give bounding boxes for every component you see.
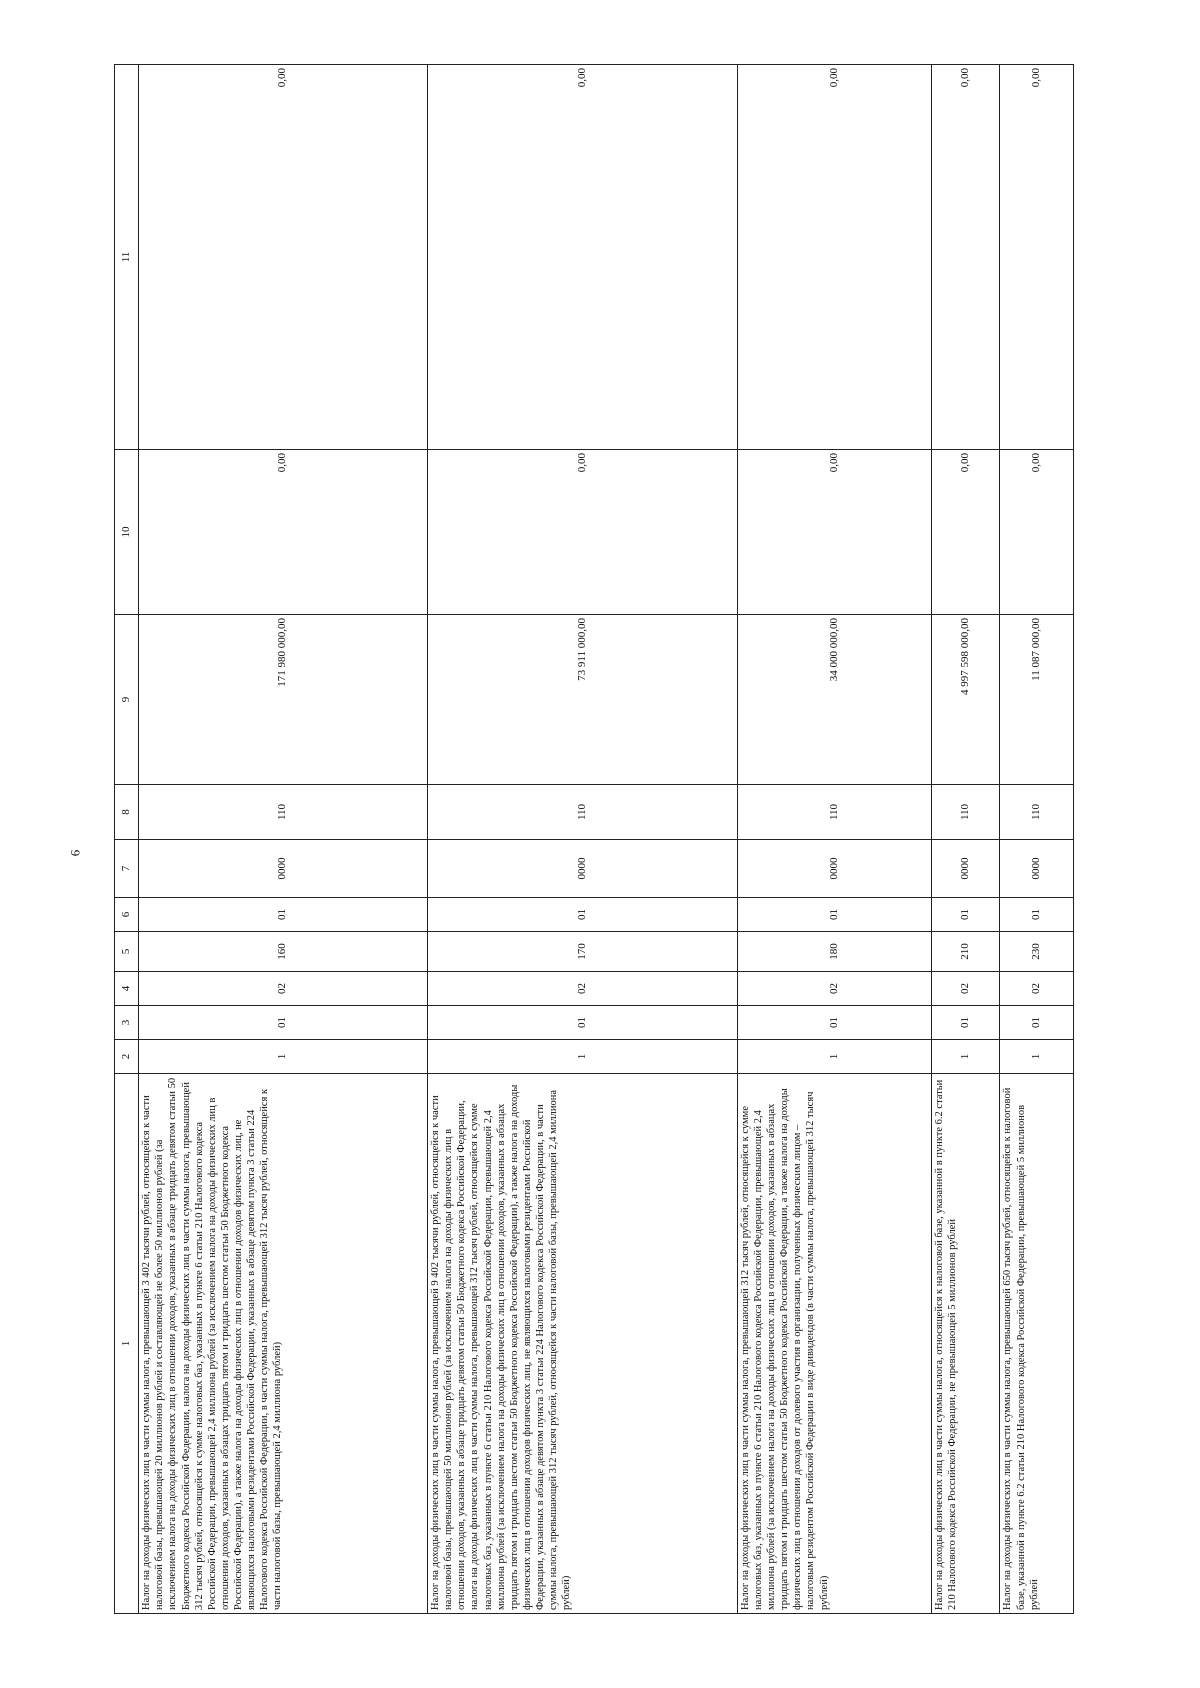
cell-col4: 02 xyxy=(428,972,738,1006)
cell-col8: 110 xyxy=(428,785,738,840)
cell-col11: 0,00 xyxy=(737,65,931,450)
cell-col5: 160 xyxy=(139,932,428,972)
cell-col5: 210 xyxy=(932,932,1000,972)
header-row xyxy=(115,65,139,1614)
cell-col5: 170 xyxy=(428,932,738,972)
cell-col4: 02 xyxy=(139,972,428,1006)
cell-col2: 1 xyxy=(428,1040,738,1074)
cell-col9: 34 000 000,00 xyxy=(737,615,931,785)
cell-col4: 02 xyxy=(932,972,1000,1006)
cell-col3: 01 xyxy=(932,1006,1000,1040)
header-cell: 3 xyxy=(115,1006,139,1040)
cell-col9: 11 087 000,00 xyxy=(1000,615,1074,785)
page-number: 6 xyxy=(67,849,83,857)
cell-col2: 1 xyxy=(139,1040,428,1074)
table-row xyxy=(737,65,931,1614)
cell-col6: 01 xyxy=(428,898,738,932)
cell-col10: 0,00 xyxy=(932,450,1000,615)
row-description: Налог на доходы физических лиц в части суммы налога, относящейся к налоговой базе, указанной в пункте 6.2 статьи 210 Налогового кодекса Российской Федерации, не превышающей 5 миллионов рублей xyxy=(932,1074,1000,1614)
cell-col3: 01 xyxy=(428,1006,738,1040)
cell-col2: 1 xyxy=(932,1040,1000,1074)
cell-col8: 110 xyxy=(932,785,1000,840)
cell-col7: 0000 xyxy=(932,840,1000,898)
cell-col7: 0000 xyxy=(139,840,428,898)
cell-col3: 01 xyxy=(1000,1006,1074,1040)
cell-col9: 73 911 000,00 xyxy=(428,615,738,785)
cell-col6: 01 xyxy=(737,898,931,932)
cell-col11: 0,00 xyxy=(932,65,1000,450)
cell-col8: 110 xyxy=(1000,785,1074,840)
header-cell: 8 xyxy=(115,785,139,840)
table-row xyxy=(428,65,738,1614)
cell-col11: 0,00 xyxy=(1000,65,1074,450)
cell-col4: 02 xyxy=(1000,972,1074,1006)
row-description: Налог на доходы физических лиц в части суммы налога, превышающей 650 тысяч рублей, относящейся к налоговой базе, указанной в пункте 6.2 статьи 210 Налогового кодекса Российской Федерации, превышающей 5 миллионов рублей xyxy=(1000,1074,1074,1614)
cell-col3: 01 xyxy=(139,1006,428,1040)
header-cell: 9 xyxy=(115,615,139,785)
cell-col10: 0,00 xyxy=(737,450,931,615)
cell-col6: 01 xyxy=(139,898,428,932)
cell-col9: 171 980 000,00 xyxy=(139,615,428,785)
cell-col11: 0,00 xyxy=(139,65,428,450)
rotated-table-wrapper xyxy=(114,65,1074,1614)
cell-col10: 0,00 xyxy=(428,450,738,615)
cell-col8: 110 xyxy=(139,785,428,840)
cell-col6: 01 xyxy=(932,898,1000,932)
header-cell: 2 xyxy=(115,1040,139,1074)
header-cell: 1 xyxy=(115,1074,139,1614)
cell-col5: 180 xyxy=(737,932,931,972)
row-description: Налог на доходы физических лиц в части суммы налога, превышающей 9 402 тысячи рублей, относящейся к части налоговой базы, превышающей 50 миллионов рублей (за исключением налога на доходы физических лиц в отношении доходов, указанных в абзаце тридцать девятом статьи 50 Бюджетного кодекса Российской Федерации, налога на доходы физических лиц в части суммы налога, превышающей 312 тысяч рублей, относящейся к сумме налоговых баз, указанных в пункте 6 статьи 210 Налогового кодекса Российской Федерации, превышающей 2,4 миллиона рублей (за исключением налога на доходы физических лиц в отношении доходов, указанных в абзацах тридцать пятом и тридцать шестом статьи 50 Бюджетного кодекса Российской Федерации), а также налога на доходы физических лиц в отношении доходов физических лиц, не являющихся налоговыми резидентами Российской Федерации, указанных в абзаце девятом пункта 3 статьи 224 Налогового кодекса Российской Федерации, в части суммы налога, превышающей 312 тысяч рублей, относящейся к части налоговой базы, превышающей 2,4 миллиона рублей) xyxy=(428,1074,738,1614)
row-description: Налог на доходы физических лиц в части суммы налога, превышающей 312 тысяч рублей, относящейся к сумме налоговых баз, указанных в пункте 6 статьи 210 Налогового кодекса Российской Федерации, превышающей 2,4 миллиона рублей (за исключением налога на доходы физических лиц в отношении доходов, указанных в абзацах тридцать пятом и тридцать шестом статьи 50 Бюджетного кодекса Российской Федерации, а также налога на доходы физических лиц в отношении доходов от долевого участия в организации, полученных физическим лицом – налоговым резидентом Российской Федерации в виде дивидендов (в части суммы налога, превышающей 312 тысяч рублей) xyxy=(737,1074,931,1614)
header-cell: 10 xyxy=(115,450,139,615)
header-cell: 4 xyxy=(115,972,139,1006)
header-cell: 5 xyxy=(115,932,139,972)
cell-col5: 230 xyxy=(1000,932,1074,972)
cell-col10: 0,00 xyxy=(1000,450,1074,615)
header-cell: 11 xyxy=(115,65,139,450)
cell-col2: 1 xyxy=(1000,1040,1074,1074)
budget-table xyxy=(114,64,1074,1614)
cell-col4: 02 xyxy=(737,972,931,1006)
table-row xyxy=(139,65,428,1614)
cell-col3: 01 xyxy=(737,1006,931,1040)
table-row xyxy=(1000,65,1074,1614)
cell-col7: 0000 xyxy=(1000,840,1074,898)
cell-col8: 110 xyxy=(737,785,931,840)
cell-col6: 01 xyxy=(1000,898,1074,932)
cell-col10: 0,00 xyxy=(139,450,428,615)
row-description: Налог на доходы физических лиц в части суммы налога, превышающей 3 402 тысячи рублей, относящейся к части налоговой базы, превышающей 20 миллионов рублей и составляющей не более 50 миллионов рублей (за исключением налога на доходы физических лиц в отношении доходов, указанных в абзаце тридцать девятом статьи 50 Бюджетного кодекса Российской Федерации, налога на доходы физических лиц в части суммы налога, превышающей 312 тысяч рублей, относящейся к сумме налоговых баз, указанных в пункте 6 статьи 210 Налогового кодекса Российской Федерации, превышающей 2,4 миллиона рублей (за исключением налога на доходы физических лиц в отношении доходов, указанных в абзацах тридцать пятом и тридцать шестом статьи 50 Бюджетного кодекса Российской Федерации), а также налога на доходы физических лиц в отношении доходов физических лиц, не являющихся налоговыми резидентами Российской Федерации, указанных в абзаце девятом пункта 3 статьи 224 Налогового кодекса Российской Федерации, в части суммы налога, превышающей 312 тысяч рублей, относящейся к части налоговой базы, превышающей 2,4 миллиона рублей) xyxy=(139,1074,428,1614)
cell-col9: 4 997 598 000,00 xyxy=(932,615,1000,785)
cell-col11: 0,00 xyxy=(428,65,738,450)
header-cell: 6 xyxy=(115,898,139,932)
header-cell: 7 xyxy=(115,840,139,898)
cell-col7: 0000 xyxy=(428,840,738,898)
cell-col7: 0000 xyxy=(737,840,931,898)
cell-col2: 1 xyxy=(737,1040,931,1074)
table-row xyxy=(932,65,1000,1614)
